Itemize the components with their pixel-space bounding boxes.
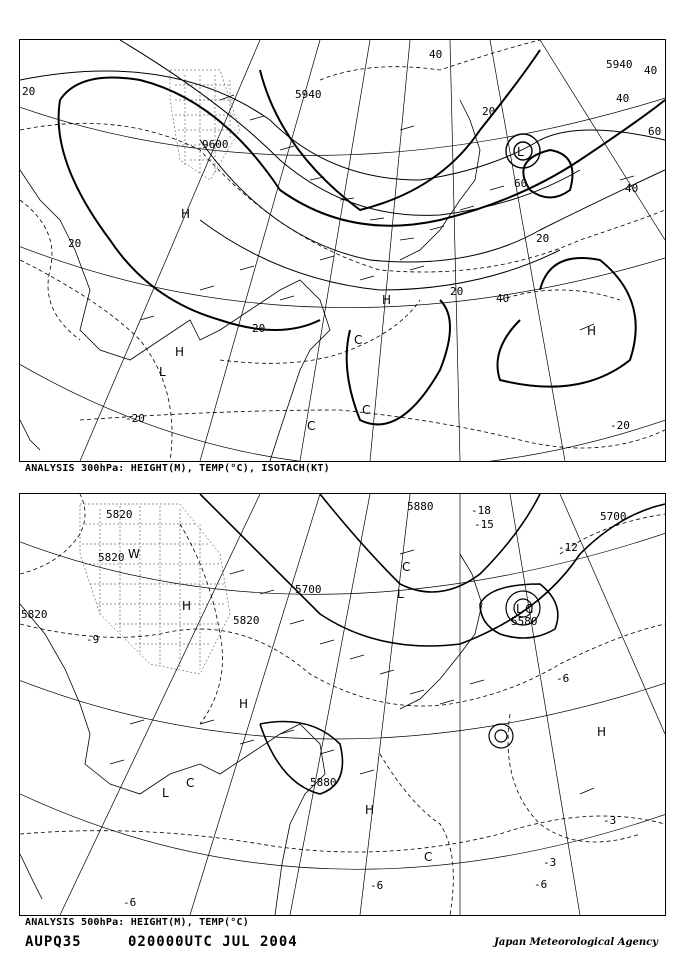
product-id: AUPQ35: [25, 934, 82, 950]
height-contours: [200, 494, 665, 794]
svg-text:W: W: [128, 547, 140, 561]
svg-text:H: H: [182, 599, 192, 613]
svg-text:-6: -6: [123, 896, 137, 909]
svg-text:5700: 5700: [295, 583, 322, 596]
coastlines: [20, 100, 480, 461]
svg-text:-6: -6: [534, 878, 548, 891]
wind-barbs: [110, 550, 594, 794]
svg-text:C: C: [424, 850, 433, 864]
svg-text:C: C: [525, 602, 534, 616]
svg-text:H: H: [239, 697, 249, 711]
map-panel-500hpa: [19, 493, 666, 916]
svg-text:5880: 5880: [407, 500, 434, 513]
svg-text:-3: -3: [603, 814, 617, 827]
svg-text:5820: 5820: [233, 614, 260, 627]
hatched-region: [80, 504, 230, 674]
svg-text:5820: 5820: [21, 608, 48, 621]
agency-name: Japan Meteorological Agency: [494, 937, 658, 948]
svg-text:20: 20: [482, 105, 496, 118]
svg-text:L: L: [397, 587, 404, 601]
svg-text:C: C: [362, 403, 371, 417]
svg-text:-6: -6: [556, 672, 570, 685]
svg-text:H: H: [587, 324, 597, 338]
svg-text:5580: 5580: [511, 615, 538, 628]
svg-text:5940: 5940: [606, 58, 633, 71]
svg-text:H: H: [181, 207, 191, 221]
svg-text:L: L: [159, 365, 166, 379]
svg-text:40: 40: [496, 292, 510, 305]
svg-text:5820: 5820: [106, 508, 133, 521]
analysis-timestamp: 020000UTC JUL 2004: [128, 934, 298, 950]
map-panel-300hpa: [19, 39, 666, 462]
svg-text:20: 20: [536, 232, 550, 245]
svg-text:40: 40: [625, 182, 639, 195]
coastlines: [20, 554, 482, 915]
svg-text:20: 20: [22, 85, 36, 98]
svg-text:40: 40: [616, 92, 630, 105]
svg-text:L: L: [162, 786, 169, 800]
svg-text:20: 20: [68, 237, 82, 250]
svg-text:5820: 5820: [98, 551, 125, 564]
svg-text:40: 40: [644, 64, 658, 77]
svg-text:60: 60: [648, 125, 662, 138]
svg-text:C: C: [307, 419, 316, 433]
svg-text:-9: -9: [86, 633, 100, 646]
caption-300hpa: ANALYSIS 300hPa: HEIGHT(M), TEMP(°C), ISOTACH(KT): [25, 463, 330, 474]
svg-text:-15: -15: [474, 518, 494, 531]
caption-500hpa: ANALYSIS 500hPa: HEIGHT(M), TEMP(°C): [25, 917, 249, 928]
svg-text:5880: 5880: [310, 776, 337, 789]
svg-text:C: C: [402, 560, 411, 574]
svg-text:C: C: [354, 333, 363, 347]
isotach-contours: [59, 50, 665, 424]
svg-text:5700: 5700: [600, 510, 627, 523]
svg-text:-18: -18: [471, 504, 491, 517]
svg-text:-3: -3: [543, 856, 557, 869]
svg-text:H: H: [175, 345, 185, 359]
contour-labels-300: [22, 48, 661, 432]
svg-text:-20: -20: [125, 412, 145, 425]
svg-text:-6: -6: [370, 879, 384, 892]
svg-text:40: 40: [429, 48, 443, 61]
svg-text:L: L: [517, 145, 524, 159]
svg-text:H: H: [365, 803, 375, 817]
contour-labels-500: [21, 500, 627, 909]
svg-text:5940: 5940: [295, 88, 322, 101]
map-300hpa-graphic: [20, 40, 665, 461]
map-500hpa-graphic: [20, 494, 665, 915]
svg-text:20: 20: [450, 285, 464, 298]
svg-text:20: 20: [252, 322, 266, 335]
svg-text:9600: 9600: [202, 138, 229, 151]
svg-text:-12: -12: [558, 541, 578, 554]
svg-text:L: L: [516, 602, 523, 616]
svg-text:C: C: [186, 776, 195, 790]
svg-text:H: H: [382, 293, 392, 307]
svg-text:-20: -20: [610, 419, 630, 432]
svg-text:60: 60: [514, 177, 528, 190]
svg-text:H: H: [597, 725, 607, 739]
